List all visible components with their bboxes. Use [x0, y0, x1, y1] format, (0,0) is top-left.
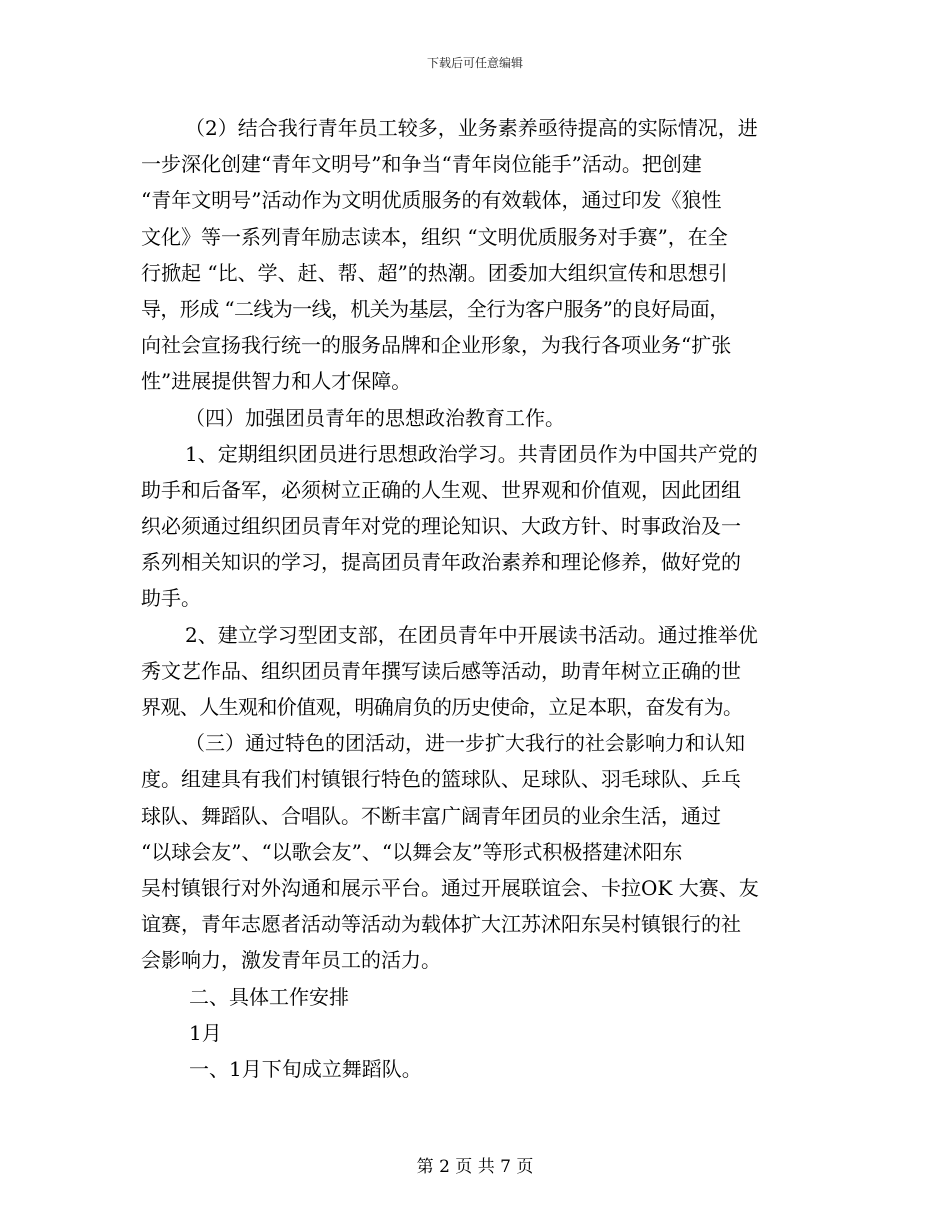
- text-line: 会影响力，激发青年员工的活力。: [141, 948, 441, 973]
- section-heading: （三）通过特色的团活动，进一步扩大我行的社会影响力和认知: [185, 731, 745, 756]
- text-line: 谊赛，青年志愿者活动等活动为载体扩大江苏沭阳东吴村镇银行的社: [141, 912, 741, 937]
- month-label: 1月: [189, 1020, 222, 1045]
- text-line: 一、1月下旬成立舞蹈队。: [189, 1056, 422, 1081]
- text-line: 吴村镇银行对外沟通和展示平台。通过开展联谊会、卡拉OK 大赛、友: [141, 875, 759, 900]
- text-line: 向社会宣扬我行统一的服务品牌和企业形象，为我行各项业务“扩张: [141, 333, 732, 358]
- page-header-note: 下载后可任意编辑: [426, 56, 523, 70]
- text-line: 1、定期组织团员进行思想政治学习。共青团员作为中国共产党的: [185, 441, 758, 466]
- document-body: [141, 110, 811, 1087]
- text-line: 行掀起 “比、学、赶、帮、超”的热潮。团委加大组织宣传和思想引: [141, 260, 728, 285]
- text-line: 导，形成 “二线为一线，机关为基层，全行为客户服务”的良好局面，: [141, 296, 729, 321]
- text-line: 文化》等一系列青年励志读本，组织 “文明优质服务对手赛”，在全: [141, 224, 728, 249]
- text-line: 界观、人生观和价值观，明确肩负的历史使命，立足本职，奋发有为。: [141, 695, 743, 719]
- text-line: 系列相关知识的学习，提高团员青年政治素养和理论修养，做好党的: [141, 550, 741, 575]
- text-line: 2、建立学习型团支部，在团员青年中开展读书活动。通过推举优: [185, 622, 758, 647]
- text-line: 球队、舞蹈队、合唱队。不断丰富广阔青年团员的业余生活，通过: [141, 803, 721, 828]
- text-line: 织必须通过组织团员青年对党的理论知识、大政方针、时事政治及一: [141, 514, 741, 539]
- page-number: 第 2 页 共 7 页: [416, 1157, 534, 1177]
- text-line: 性”进展提供智力和人才保障。: [141, 369, 412, 394]
- section-heading: （四）加强团员青年的思想政治教育工作。: [185, 405, 565, 430]
- text-line: 秀文艺作品、组织团员青年撰写读后感等活动，助青年树立正确的世: [141, 658, 741, 683]
- text-line: 度。组建具有我们村镇银行特色的篮球队、足球队、羽毛球队、乒乓: [141, 767, 741, 792]
- text-line: 助手和后备军，必须树立正确的人生观、世界观和价值观，因此团组: [141, 477, 741, 502]
- text-line: “青年文明号”活动作为文明优质服务的有效载体，通过印发《狼性: [141, 188, 722, 213]
- text-line: （2）结合我行青年员工较多，业务素养亟待提高的实际情况，进: [185, 116, 758, 140]
- section-heading: 二、具体工作安排: [189, 984, 349, 1009]
- text-line: “以球会友”、“以歌会友”、“以舞会友”等形式积极搭建沭阳东: [141, 839, 683, 864]
- text-line: 一步深化创建“青年文明号”和争当“青年岗位能手”活动。把创建: [141, 152, 702, 177]
- text-line: 助手。: [141, 586, 201, 611]
